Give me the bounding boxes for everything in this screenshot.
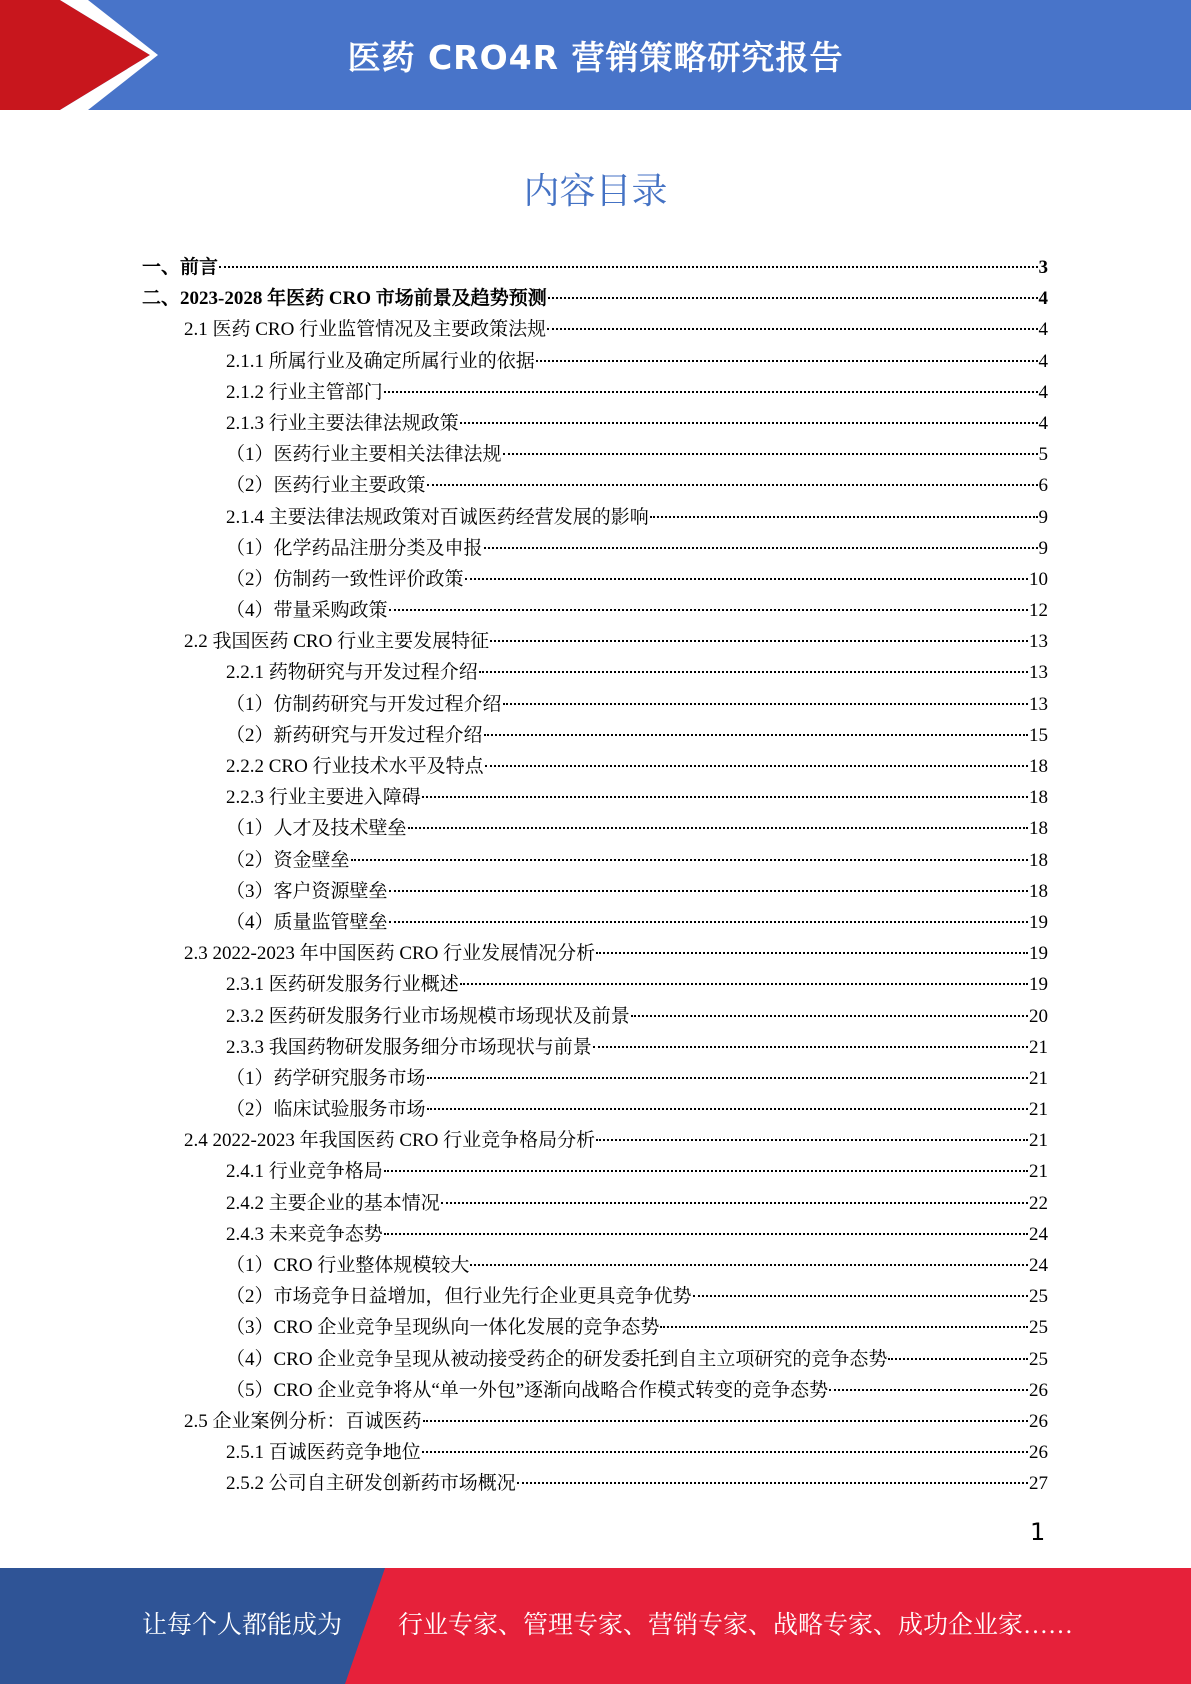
toc-dot-leader [596,1139,1028,1141]
toc-dot-leader [384,1170,1028,1172]
toc-entry[interactable] [142,657,1048,688]
toc-entry[interactable] [142,595,1048,626]
toc-entry-page: 25 [1029,1317,1048,1339]
toc-entry-label: （1）CRO 行业整体规模较大 [226,1255,470,1276]
toc-dot-leader [631,1015,1028,1017]
toc-entry-page: 21 [1029,1161,1048,1183]
toc-entry[interactable] [142,314,1048,345]
toc-dot-leader [441,1202,1028,1204]
toc-dot-leader [503,703,1028,705]
toc-entry-label: （5）CRO 企业竞争将从“单一外包”逐渐向战略合作模式转变的竞争态势 [226,1379,829,1401]
toc-entry-label: （2）临床试验服务市场 [226,1099,426,1121]
toc-entry-page: 21 [1029,1099,1048,1121]
toc-entry[interactable] [142,408,1048,439]
toc-entry[interactable] [142,533,1048,564]
page-number: 1 [1030,1518,1046,1546]
toc-entry[interactable] [142,969,1048,1000]
toc-entry-label: （2）医药行业主要政策 [226,475,426,497]
toc-entry-label: （2）新药研究与开发过程介绍 [226,724,483,746]
toc-dot-leader [219,266,1037,268]
toc-dot-leader [596,952,1028,954]
toc-entry-page: 19 [1029,943,1048,965]
toc-entry-label: 二、2023-2028 年医药 CRO 市场前景及趋势预测 [142,288,547,310]
toc-entry-label: （1）仿制药研究与开发过程介绍 [226,693,502,715]
toc-entry-page: 19 [1029,974,1048,996]
toc-entry[interactable] [142,720,1048,751]
toc-entry-page: 5 [1038,444,1048,466]
toc-dot-leader [423,1420,1028,1422]
toc-entry[interactable] [142,252,1048,283]
toc-entry-label: 2.1.4 主要法律法规政策对百诚医药经营发展的影响 [226,506,649,528]
toc-entry-page: 18 [1029,787,1048,809]
document-title: 医药 CRO4R 营销策略研究报告 [347,37,844,77]
footer-slogan-left: 让每个人都能成为 [142,1612,343,1639]
toc-entry-page: 18 [1029,756,1048,777]
toc-entry-page: 3 [1038,257,1048,278]
toc-dot-leader [829,1389,1028,1391]
toc-entry-page: 21 [1029,1067,1048,1089]
toc-entry-page: 4 [1038,412,1048,434]
toc-entry[interactable] [142,876,1048,907]
toc-entry-label: （1）药学研究服务市场 [226,1067,426,1089]
toc-entry-label: 2.5.2 公司自主研发创新药市场概况 [226,1473,516,1495]
toc-entry-label: 2.2.2 CRO 行业技术水平及特点 [226,756,484,777]
toc-entry-page: 24 [1029,1255,1048,1276]
toc-dot-leader [503,453,1038,455]
toc-entry-page: 25 [1029,1286,1048,1308]
toc-entry[interactable] [142,1468,1048,1499]
toc-entry[interactable] [142,1094,1048,1125]
toc-entry-label: （2）仿制药一致性评价政策 [226,568,464,590]
toc-entry-page: 22 [1029,1192,1048,1214]
toc-entry[interactable] [142,813,1048,844]
toc-dot-leader [490,640,1028,642]
toc-entry[interactable] [142,377,1048,408]
toc-entry-page: 18 [1029,880,1048,902]
toc-entry-label: （4）带量采购政策 [226,600,388,622]
toc-dot-leader [460,422,1038,424]
toc-entry-label: （2）市场竞争日益增加，但行业先行企业更具竞争优势 [226,1286,692,1308]
toc-dot-leader [384,391,1038,393]
toc-entry-label: （1）化学药品注册分类及申报 [226,537,483,559]
toc-entry-label: 一、前言 [142,257,219,278]
toc-entry-label: 2.3.1 医药研发服务行业概述 [226,974,459,996]
toc-entry-label: 2.1 医药 CRO 行业监管情况及主要政策法规 [184,319,547,341]
toc-entry-page: 13 [1029,662,1048,684]
toc-entry-label: 2.5 企业案例分析：百诚医药 [184,1410,422,1432]
toc-dot-leader [484,734,1028,736]
toc-entry-label: 2.5.1 百诚医药竞争地位 [226,1442,421,1464]
toc-entry-page: 26 [1029,1442,1048,1464]
toc-entry[interactable] [142,1375,1048,1406]
toc-entry-label: 2.4.1 行业竞争格局 [226,1161,383,1183]
toc-entry-page: 12 [1029,600,1048,622]
toc-entry[interactable] [142,626,1048,657]
toc-entry-label: 2.4 2022-2023 年我国医药 CRO 行业竞争格局分析 [184,1130,596,1152]
toc-entry-label: （1）医药行业主要相关法律法规 [226,444,502,466]
toc-entry[interactable] [142,938,1048,969]
toc-entry-page: 26 [1029,1410,1048,1432]
toc-entry-label: （3）客户资源壁垒 [226,880,388,902]
toc-dot-leader [470,1264,1028,1266]
toc-entry-page: 25 [1029,1348,1048,1370]
toc-entry-page: 26 [1029,1379,1048,1401]
toc-entry[interactable] [142,1188,1048,1219]
toc-dot-leader [485,765,1028,767]
toc-dot-leader [517,1482,1028,1484]
footer-slogan-right: 行业专家、管理专家、营销专家、战略专家、成功企业家…… [398,1612,1074,1639]
toc-entry-page: 19 [1029,911,1048,933]
toc-dot-leader [427,1108,1028,1110]
toc-entry[interactable] [142,1156,1048,1187]
toc-entry[interactable] [142,1281,1048,1312]
toc-entry-page: 24 [1029,1223,1048,1245]
toc-dot-leader [351,859,1028,861]
toc-entry-label: 2.1.2 行业主管部门 [226,381,383,403]
toc-entry[interactable] [142,346,1048,377]
toc-dot-leader [389,921,1028,923]
toc-dot-leader [484,547,1038,549]
toc-dot-leader [650,516,1038,518]
toc-dot-leader [888,1358,1028,1360]
toc-entry-page: 4 [1038,319,1048,341]
toc-entry-page: 4 [1038,350,1048,372]
toc-entry-page: 27 [1029,1473,1048,1495]
toc-entry-label: （1）人才及技术壁垒 [226,818,407,840]
toc-dot-leader [389,890,1028,892]
toc-entry-page: 21 [1029,1130,1048,1152]
toc-entry[interactable] [142,1312,1048,1343]
toc-entry[interactable] [142,1219,1048,1250]
toc-entry-label: 2.2.3 行业主要进入障碍 [226,787,421,809]
toc-entry-label: 2.4.2 主要企业的基本情况 [226,1192,440,1214]
toc-entry-label: （2）资金壁垒 [226,849,350,871]
toc-entry-label: 2.4.3 未来竞争态势 [226,1223,383,1245]
toc-entry-label: （4）质量监管壁垒 [226,911,388,933]
toc-entry-page: 10 [1029,568,1048,590]
toc-dot-leader [422,1451,1028,1453]
toc-dot-leader [408,827,1028,829]
toc-entry-label: （4）CRO 企业竞争呈现从被动接受药企的研发委托到自主立项研究的竞争态势 [226,1348,888,1370]
toc-entry-page: 4 [1038,288,1048,310]
toc-entry-label: 2.2 我国医药 CRO 行业主要发展特征 [184,631,490,653]
toc-dot-leader [536,360,1038,362]
toc-entry[interactable] [142,1250,1048,1281]
toc-dot-leader [693,1295,1028,1297]
page-header [0,0,1191,110]
toc-entry-label: 2.1.1 所属行业及确定所属行业的依据 [226,350,535,372]
toc-dot-leader [660,1326,1028,1328]
toc-entry[interactable] [142,751,1048,782]
toc-entry-label: 2.3 2022-2023 年中国医药 CRO 行业发展情况分析 [184,943,596,965]
toc-entry-label: 2.3.2 医药研发服务行业市场规模市场现状及前景 [226,1005,630,1027]
toc-entry[interactable] [142,564,1048,595]
toc-dot-leader [422,796,1028,798]
toc-entry-page: 20 [1029,1005,1048,1027]
toc-entry-page: 13 [1029,631,1048,653]
toc-entry[interactable] [142,1063,1048,1094]
toc-entry-page: 18 [1029,849,1048,871]
toc-entry-label: 2.3.3 我国药物研发服务细分市场现状与前景 [226,1036,592,1058]
toc-entry[interactable] [142,439,1048,470]
toc-entry-page: 4 [1038,381,1048,403]
toc-entry[interactable] [142,1032,1048,1063]
toc-entry[interactable] [142,502,1048,533]
toc-dot-leader [460,983,1028,985]
toc-dot-leader [593,1046,1028,1048]
toc-dot-leader [384,1233,1028,1235]
toc-entry[interactable] [142,1437,1048,1468]
toc-heading: 内容目录 [523,171,668,212]
toc-entry[interactable] [142,845,1048,876]
toc-entry-label: （3）CRO 企业竞争呈现纵向一体化发展的竞争态势 [226,1317,660,1339]
toc-entry[interactable] [142,907,1048,938]
toc-entry-page: 21 [1029,1036,1048,1058]
toc-entry[interactable] [142,689,1048,720]
toc-entry[interactable] [142,782,1048,813]
toc-dot-leader [548,297,1038,299]
toc-dot-leader [465,578,1028,580]
table-of-contents [142,252,1048,1500]
toc-dot-leader [479,671,1028,673]
toc-entry[interactable] [142,470,1048,501]
toc-dot-leader [427,484,1038,486]
toc-dot-leader [547,328,1037,330]
toc-entry[interactable] [142,1001,1048,1032]
toc-entry[interactable] [142,283,1048,314]
toc-entry-page: 18 [1029,818,1048,840]
toc-entry[interactable] [142,1406,1048,1437]
toc-entry-page: 9 [1038,506,1048,528]
toc-entry-page: 6 [1038,475,1048,497]
toc-dot-leader [389,609,1028,611]
toc-entry[interactable] [142,1125,1048,1156]
toc-entry-page: 9 [1038,537,1048,559]
toc-entry-label: 2.1.3 行业主要法律法规政策 [226,412,459,434]
toc-entry-page: 15 [1029,724,1048,746]
page-footer [0,1568,1191,1684]
toc-entry[interactable] [142,1344,1048,1375]
toc-entry-label: 2.2.1 药物研究与开发过程介绍 [226,662,478,684]
toc-entry-page: 13 [1029,693,1048,715]
toc-dot-leader [427,1077,1028,1079]
